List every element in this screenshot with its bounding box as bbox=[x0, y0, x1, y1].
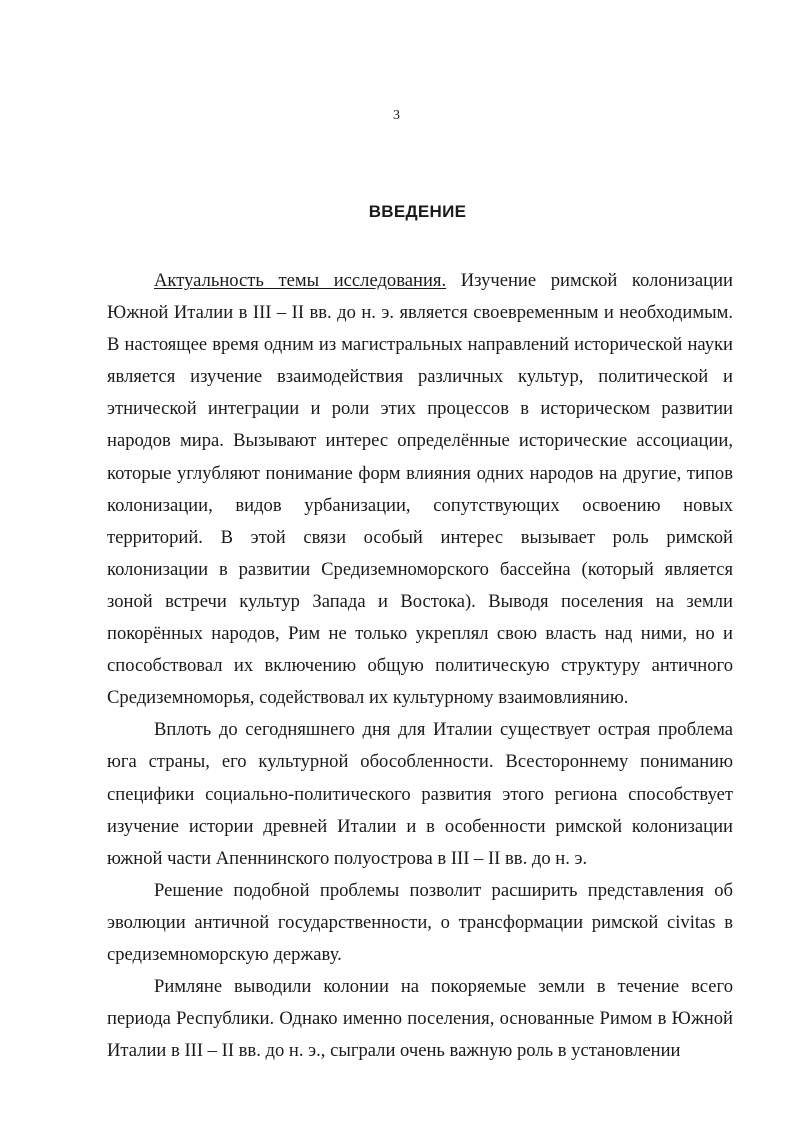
paragraph bbox=[107, 971, 733, 1067]
page-title: ВВЕДЕНИЕ bbox=[368, 202, 467, 221]
paragraph-text: Решение подобной проблемы позволит расширить представления об эволюции античной государственности, о трансформации римской civitas в средиземноморскую державу. bbox=[107, 879, 733, 965]
paragraph bbox=[107, 875, 733, 971]
paragraph bbox=[107, 714, 733, 874]
page-number: 3 bbox=[393, 108, 400, 123]
paragraph-text: Римляне выводили колонии на покоряемые земли в течение всего периода Республики. Однако именно поселения, основанные Римом в Южной Италии в III – II вв. до н. э., сыграли очень важную роль в установлении bbox=[107, 976, 733, 1062]
paragraph bbox=[107, 265, 733, 714]
paragraph-text: Изучение римской колонизации Южной Италии в III – II вв. до н. э. является своевременным и необходимым. В настоящее время одним из магистральных направлений исторической науки является изучение взаимодействия различных культур, политической и этнической интеграции и роли этих процессов в историческом развитии народов мира. Вызывают интерес определённые исторические ассоциации, которые углубляют понимание форм влияния одних народов на другие, типов колонизации, видов урбанизации, сопутствующих освоению новых территорий. В этой связи особый интерес вызывает роль римской колонизации в развитии Средиземноморского бассейна (который является зоной встречи культур Запада и Востока). Выводя поселения на земли покорённых народов, Рим не только укреплял свою власть над ними, но и способствовал их включению общую политическую структуру античного Средиземноморья, содействовал их культурному взаимовлиянию. bbox=[107, 270, 733, 709]
section-lead: Актуальность темы исследования. bbox=[154, 270, 447, 291]
body-text bbox=[107, 265, 733, 1067]
paragraph-text: Вплоть до сегодняшнего дня для Италии существует острая проблема юга страны, его культурной обособленности. Всестороннему пониманию специфики социально-политического развития этого региона способствует изучение истории древней Италии и в особенности римской колонизации южной части Апеннинского полуострова в III – II вв. до н. э. bbox=[107, 719, 733, 869]
